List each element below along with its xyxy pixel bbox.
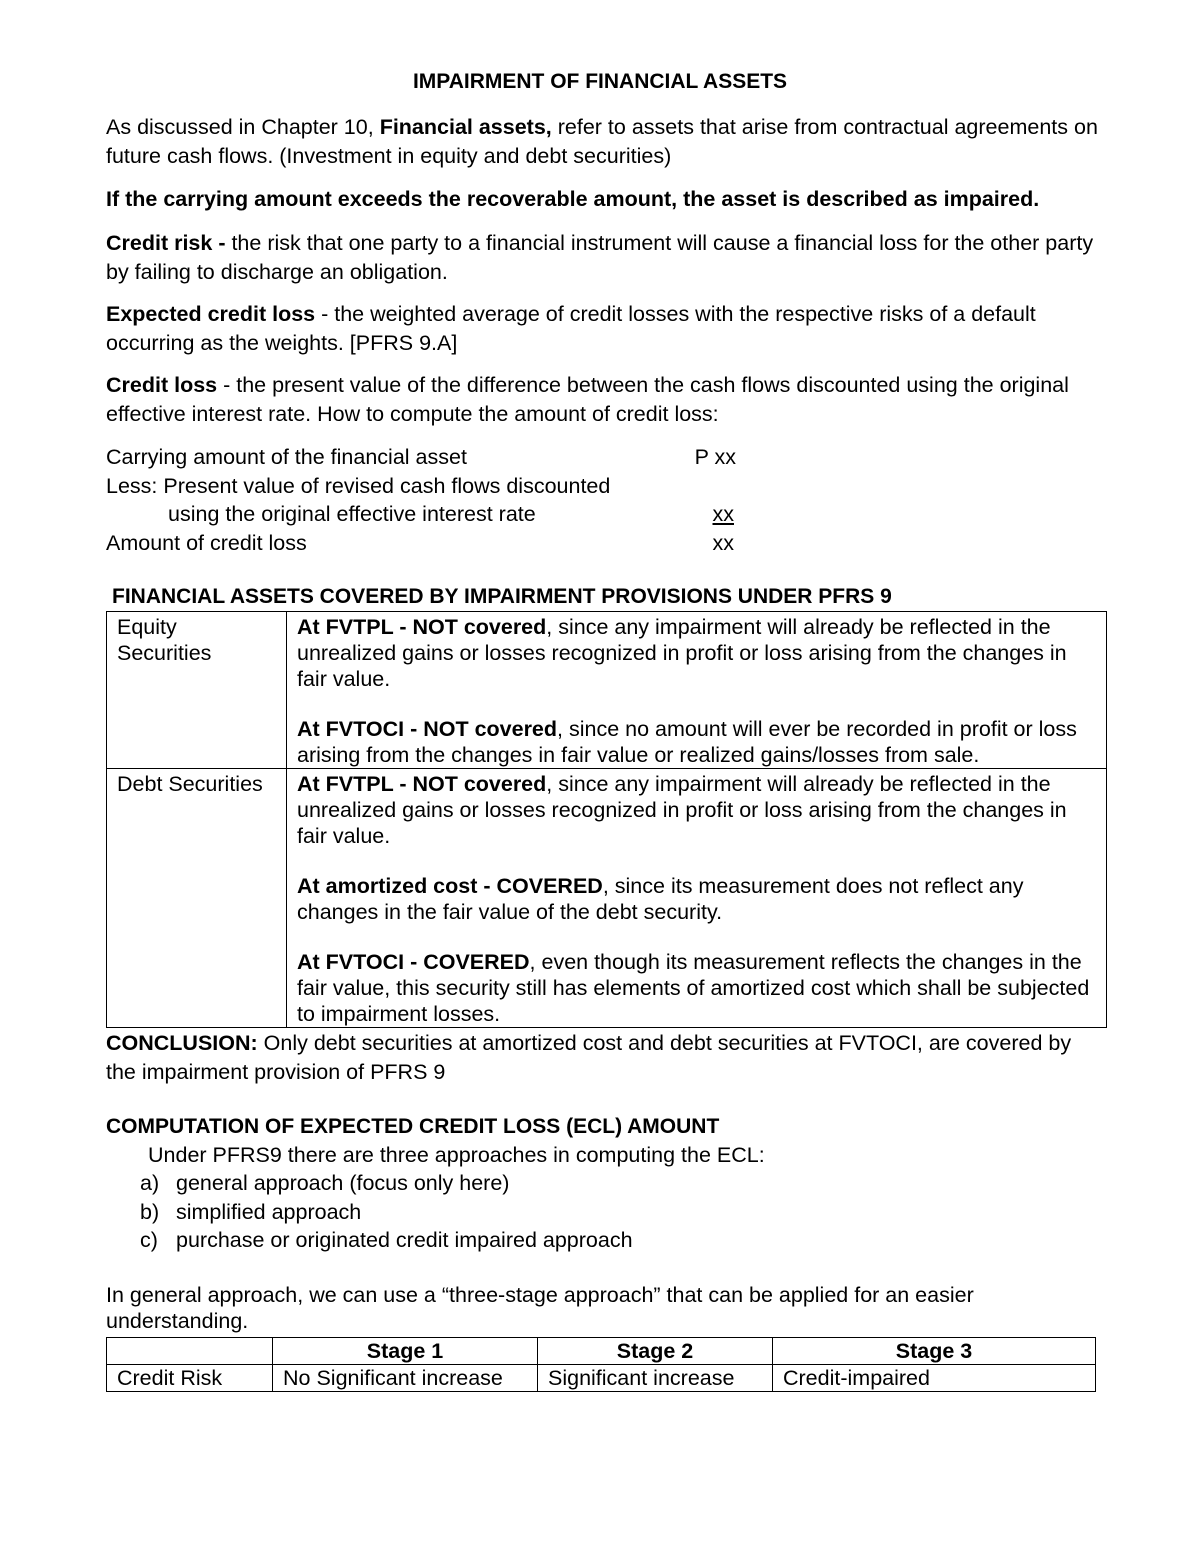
credit-risk-text: the risk that one party to a financial instrument will cause a financial loss for the other party by failing to discharge an obligation. bbox=[106, 231, 1094, 284]
equity-fvtpl-text: At FVTPL - NOT covered, since any impairment will already be reflected in the unrealized gains or losses recognized in profit or loss arising from the changes in fair value. bbox=[297, 615, 1067, 691]
calc-row-carrying bbox=[106, 443, 746, 472]
calc-amount: xx bbox=[712, 502, 734, 526]
credit-loss-computation bbox=[106, 443, 746, 557]
calc-label: Amount of credit loss bbox=[106, 530, 307, 555]
calc-label: Less: Present value of revised cash flows discounted bbox=[106, 473, 611, 498]
general-approach-text: In general approach, we can use a “three-stage approach” that can be applied for an easier understanding. bbox=[106, 1283, 974, 1333]
debt-description-cell bbox=[287, 769, 1107, 1028]
ecl-heading: COMPUTATION OF EXPECTED CREDIT LOSS (ECL) AMOUNT bbox=[106, 1115, 720, 1138]
impaired-statement: If the carrying amount exceeds the recoverable amount, the asset is described as impaired. bbox=[106, 187, 1040, 211]
table-row bbox=[107, 1365, 1096, 1392]
calc-label: Carrying amount of the financial asset bbox=[106, 445, 467, 469]
column-header: Stage 1 bbox=[273, 1338, 538, 1365]
calc-row-less bbox=[106, 472, 746, 501]
ecl-text: - the weighted average of credit losses with the respective risks of a default occurring as the weights. [PFRS 9.A] bbox=[106, 302, 1036, 355]
list-item: b) simplified approach bbox=[140, 1199, 362, 1224]
financial-assets-term: Financial assets, bbox=[379, 115, 552, 139]
intro-text-a: As discussed in Chapter 10, bbox=[106, 115, 380, 139]
column-header bbox=[107, 1338, 273, 1365]
ecl-term: Expected credit loss bbox=[106, 302, 316, 326]
stages-table bbox=[106, 1337, 1096, 1392]
equity-description-cell bbox=[287, 612, 1107, 769]
page-title: IMPAIRMENT OF FINANCIAL ASSETS bbox=[412, 70, 788, 93]
credit-loss-text: - the present value of the difference between the cash flows discounted using the original effective interest rate. How to compute the amount of credit loss: bbox=[106, 373, 1069, 426]
table-header-row bbox=[107, 1338, 1096, 1365]
intro-text-c: refer to assets that arise from contractual agreements on future cash flows. (Investment in equity and debt securities) bbox=[106, 115, 1098, 168]
coverage-table bbox=[106, 611, 1107, 1028]
conclusion-label: CONCLUSION: bbox=[106, 1031, 258, 1055]
calc-label: using the original effective interest rate bbox=[168, 502, 536, 526]
calc-row-rate bbox=[106, 500, 746, 529]
debt-label-cell: Debt Securities bbox=[107, 769, 287, 1028]
ecl-definition bbox=[106, 300, 1106, 357]
table-row bbox=[107, 769, 1107, 1028]
approach-list bbox=[140, 1169, 633, 1255]
conclusion bbox=[106, 1029, 1106, 1086]
debt-fvtoci-text: At FVTOCI - COVERED, even though its measurement reflects the changes in the fair value, this security still has elements of amortized cost which shall be subjected to impairment losses. bbox=[297, 950, 1090, 1026]
debt-fvtpl-text: At FVTPL - NOT covered, since any impairment will already be reflected in the unrealized gains or losses recognized in profit or loss arising from the changes in fair value. bbox=[297, 772, 1067, 848]
list-item: c) purchase or originated credit impaired approach bbox=[140, 1228, 633, 1252]
list-item: a) general approach (focus only here) bbox=[140, 1171, 510, 1195]
equity-fvtoci-text: At FVTOCI - NOT covered, since no amount will ever be recorded in profit or loss arising from the changes in fair value or realized gains/losses from sale. bbox=[297, 717, 1077, 767]
intro-paragraph bbox=[106, 113, 1106, 170]
coverage-heading: FINANCIAL ASSETS COVERED BY IMPAIRMENT PROVISIONS UNDER PFRS 9 bbox=[112, 585, 892, 608]
table-cell: Credit-impaired bbox=[773, 1365, 1096, 1392]
ecl-lead: Under PFRS9 there are three approaches in computing the ECL: bbox=[148, 1143, 765, 1167]
credit-loss-definition bbox=[106, 371, 1106, 428]
equity-label-cell: Equity Securities bbox=[107, 612, 287, 769]
calc-row-total bbox=[106, 529, 746, 558]
table-cell: No Significant increase bbox=[273, 1365, 538, 1392]
credit-loss-term: Credit loss bbox=[106, 373, 218, 397]
table-cell: Credit Risk bbox=[107, 1365, 273, 1392]
credit-risk-definition bbox=[106, 229, 1106, 286]
conclusion-text: Only debt securities at amortized cost and debt securities at FVTOCI, are covered by the impairment provision of PFRS 9 bbox=[106, 1031, 1072, 1084]
calc-amount: P xx bbox=[694, 445, 736, 469]
debt-amortized-text: At amortized cost - COVERED, since its measurement does not reflect any changes in the fair value of the debt security. bbox=[297, 874, 1024, 924]
table-row bbox=[107, 612, 1107, 769]
column-header: Stage 2 bbox=[538, 1338, 773, 1365]
credit-risk-term: Credit risk - bbox=[106, 231, 226, 255]
column-header: Stage 3 bbox=[773, 1338, 1096, 1365]
table-cell: Significant increase bbox=[538, 1365, 773, 1392]
calc-amount: xx bbox=[712, 530, 734, 555]
